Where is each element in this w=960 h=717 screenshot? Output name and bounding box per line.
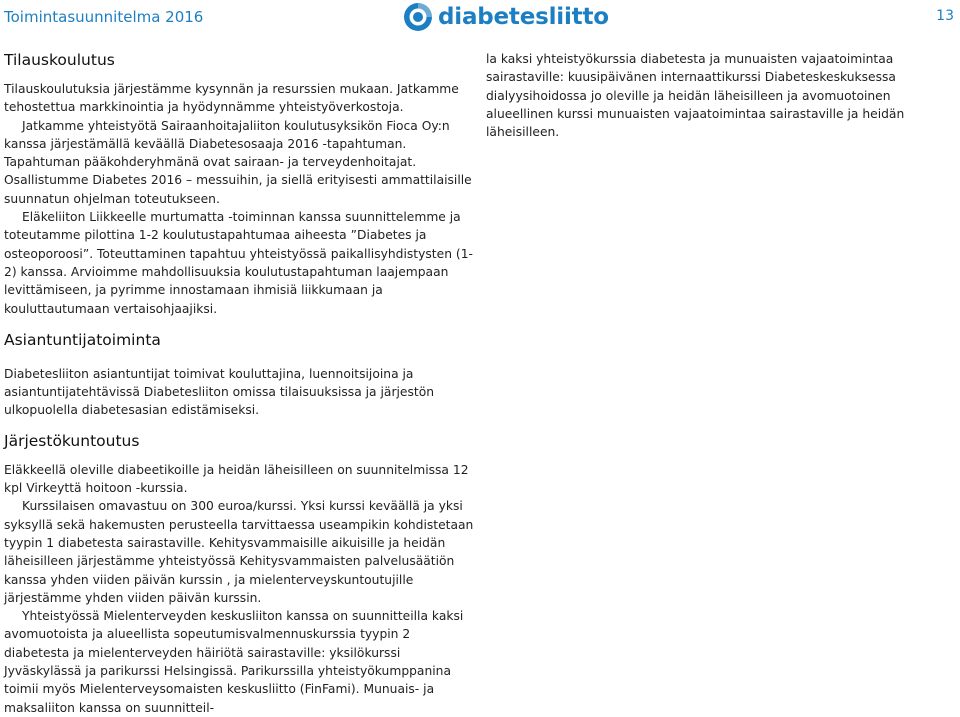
diabetesliitto-logo bbox=[403, 2, 609, 32]
left-column bbox=[4, 48, 474, 717]
page-number: 13 bbox=[936, 8, 954, 24]
section-heading-jarjestokuntoutus: Järjestökuntoutus bbox=[4, 431, 140, 450]
paragraph: Yhteistyössä Mielenterveyden keskusliiton kanssa on suunnitteilla kaksi avomuotoista ja alueellista sopeutumisvalmennuskurssia tyypin 2 diabetesta ja mielenterveyden häiriötä sairastaville: yksilökurssi Jyväskylässä ja parikurssi Helsingissä. Parikurssilla yhteistyökumppanina toimii myös Mielenterveysomaisten keskusliitto (FinFami). Munuais- ja maksaliiton kanssa on suunnitteil- bbox=[4, 609, 464, 715]
paragraph: Diabetesliiton asiantuntijat toimivat kouluttajina, luennoitsijoina ja asiantuntijatehtävissä Diabetesliiton omissa tilaisuuksissa ja järjestön ulkopuolella diabetesasian edistämiseksi. bbox=[4, 366, 435, 418]
right-column bbox=[486, 50, 954, 141]
paragraph: Jatkamme yhteistyötä Sairaanhoitajaliiton koulutusyksikön Fioca Oy:n kanssa järjestämällä keväällä Diabetesosaaja 2016 -tapahtuman. Tapahtuman pääkohderyhmänä ovat sairaan- ja terveydenhoitajat. Osallistumme Diabetes 2016 – messuihin, ja siellä erityisesti ammattilaisille suunnatun ohjelman toteutukseen. bbox=[4, 118, 472, 206]
paragraph: Eläkkeellä oleville diabeetikoille ja heidän läheisilleen on suunnitelmissa 12 kpl Virkeyttä hoitoon -kurssia. bbox=[4, 462, 469, 496]
paragraph: Eläkeliiton Liikkeelle murtumatta -toiminnan kanssa suunnittelemme ja toteutamme pilottina 1-2 koulutustapahtumaa aiheesta ”Diabetes ja osteoporoosi”. Toteuttaminen tapahtuu yhteistyössä paikallisyhdistysten (1-2) kanssa. Arvioimme mahdollisuuksia koulutustapahtuman laajempaan levittämiseen, ja pyrimme innostamaan ihmisiä liikkumaan ja kouluttautumaan vertaisohjaajiksi. bbox=[4, 210, 473, 316]
document-title: Toimintasuunnitelma 2016 bbox=[4, 8, 204, 26]
paragraph: la kaksi yhteistyökurssia diabetesta ja munuaisten vajaatoimintaa sairastaville: kuusipäivänen internaattikurssi Diabeteskeskuksessa dialyysihoidossa jo oleville ja heidän läheisilleen ja avomuotoinen alueellinen kurssi munuaisten vajaatoimintaa sairastaville ja heidän läheisilleen. bbox=[486, 52, 905, 140]
section-heading-tilauskoulutus: Tilauskoulutus bbox=[4, 51, 115, 69]
logo-text: diabetesliitto bbox=[438, 4, 609, 30]
diabetesliitto-logo-icon bbox=[403, 2, 433, 32]
page-header bbox=[0, 0, 960, 40]
paragraph: Tilauskoulutuksia järjestämme kysynnän ja resurssien mukaan. Jatkamme tehostettua markkinointia ja hyödynnämme yhteistyöverkostoja. bbox=[4, 82, 459, 115]
section-heading-asiantuntijatoiminta: Asiantuntijatoiminta bbox=[4, 330, 161, 349]
paragraph: Kurssilaisen omavastuu on 300 euroa/kurssi. Yksi kurssi keväällä ja yksi syksyllä sekä hakemusten perusteella tarvittaessa useampikin kohdistetaan tyypin 1 diabetesta sairastaville. Kehitysvammaisille aikuisille ja heidän läheisilleen järjestämme yhteistyössä Kehitysvammaisten palvelusäätiön kanssa yhden viiden päivän kurssin , ja mielenterveyskuntoutujille järjestämme yhden viiden päivän kurssin. bbox=[4, 499, 474, 605]
